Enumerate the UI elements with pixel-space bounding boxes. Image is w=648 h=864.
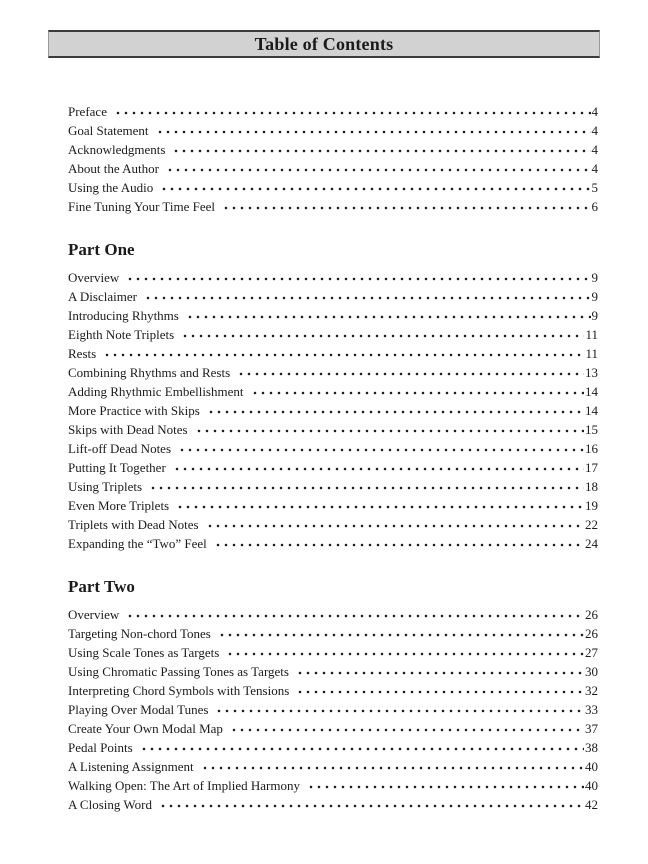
dot-leader	[164, 159, 591, 173]
toc-entry-page: 40	[585, 777, 598, 793]
toc-entry-label: Skips with Dead Notes	[68, 421, 188, 437]
toc-entry-label: A Disclaimer	[68, 288, 137, 304]
toc-entry	[68, 605, 598, 624]
toc-entry	[68, 140, 598, 159]
toc-entry-label: Using Chromatic Passing Tones as Targets	[68, 663, 289, 679]
toc-entry-page: 4	[591, 103, 598, 119]
toc-entry	[68, 515, 598, 534]
toc-entry-label: Adding Rhythmic Embellishment	[68, 383, 244, 399]
toc-entry	[68, 344, 598, 363]
toc-entry-page: 4	[591, 122, 598, 138]
toc-entry-page: 26	[585, 606, 598, 622]
toc-entry-label: Playing Over Modal Tunes	[68, 701, 209, 717]
toc-body	[0, 58, 648, 814]
dot-leader	[124, 268, 590, 282]
toc-entry-page: 4	[591, 141, 598, 157]
toc-entry-page: 24	[585, 535, 598, 551]
dot-leader	[170, 140, 590, 154]
dot-leader	[205, 401, 584, 415]
dot-leader	[228, 719, 584, 733]
toc-entry-label: Preface	[68, 103, 107, 119]
toc-entry	[68, 534, 598, 553]
toc-entry-label: Goal Statement	[68, 122, 149, 138]
toc-entry-page: 37	[585, 720, 598, 736]
dot-leader	[158, 178, 590, 192]
toc-entry	[68, 102, 598, 121]
toc-entry-page: 22	[585, 516, 598, 532]
dot-leader	[235, 363, 584, 377]
part-one-section	[68, 240, 598, 553]
toc-entry-label: Eighth Note Triplets	[68, 326, 175, 342]
toc-entry-label: About the Author	[68, 160, 159, 176]
part-one-heading: Part One	[68, 240, 135, 259]
page-title: Table of Contents	[254, 33, 394, 54]
toc-entry-page: 15	[585, 421, 598, 437]
toc-entry	[68, 420, 598, 439]
toc-entry-page: 11	[585, 345, 598, 361]
toc-entry-label: Even More Triplets	[68, 497, 170, 513]
dot-leader	[138, 738, 584, 752]
toc-entry-page: 14	[585, 402, 598, 418]
toc-entry	[68, 178, 598, 197]
toc-entry-page: 40	[585, 758, 598, 774]
toc-entry-page: 16	[585, 440, 598, 456]
dot-leader	[154, 121, 591, 135]
toc-entry-label: Using Triplets	[68, 478, 143, 494]
part-two-heading: Part Two	[68, 577, 135, 596]
toc-entry-label: Using the Audio	[68, 179, 154, 195]
toc-entry	[68, 287, 598, 306]
toc-entry-page: 33	[585, 701, 598, 717]
dot-leader	[112, 102, 591, 116]
toc-entry-label: Fine Tuning Your Time Feel	[68, 198, 216, 214]
toc-entry	[68, 382, 598, 401]
toc-entry-page: 11	[585, 326, 598, 342]
toc-entry-label: A Listening Assignment	[68, 758, 194, 774]
page-title-bar	[48, 30, 600, 58]
toc-entry	[68, 306, 598, 325]
toc-entry-page: 30	[585, 663, 598, 679]
toc-entry-label: Interpreting Chord Symbols with Tensions	[68, 682, 290, 698]
part-two-section	[68, 577, 598, 814]
toc-entry	[68, 477, 598, 496]
toc-entry	[68, 776, 598, 795]
toc-entry-label: Putting It Together	[68, 459, 166, 475]
toc-entry-page: 6	[591, 198, 598, 214]
front-matter-list	[68, 102, 598, 216]
dot-leader	[305, 776, 584, 790]
toc-entry	[68, 458, 598, 477]
toc-entry	[68, 121, 598, 140]
dot-leader	[213, 700, 584, 714]
dot-leader	[199, 757, 584, 771]
dot-leader	[216, 624, 584, 638]
toc-entry-page: 42	[585, 796, 598, 812]
dot-leader	[142, 287, 591, 301]
toc-entry-label: Overview	[68, 606, 120, 622]
toc-entry	[68, 738, 598, 757]
toc-entry-label: A Closing Word	[68, 796, 152, 812]
toc-entry	[68, 363, 598, 382]
toc-entry-page: 18	[585, 478, 598, 494]
toc-entry-label: Expanding the “Two” Feel	[68, 535, 207, 551]
dot-leader	[101, 344, 584, 358]
dot-leader	[212, 534, 584, 548]
toc-entry-label: Using Scale Tones as Targets	[68, 644, 220, 660]
toc-entry	[68, 681, 598, 700]
toc-entry	[68, 496, 598, 515]
dot-leader	[224, 643, 584, 657]
toc-entry	[68, 700, 598, 719]
part-two-list	[68, 605, 598, 814]
dot-leader	[204, 515, 584, 529]
toc-entry	[68, 795, 598, 814]
toc-entry	[68, 159, 598, 178]
toc-entry-label: Triplets with Dead Notes	[68, 516, 199, 532]
dot-leader	[193, 420, 584, 434]
toc-entry-page: 27	[585, 644, 598, 660]
toc-entry	[68, 439, 598, 458]
dot-leader	[184, 306, 591, 320]
dot-leader	[249, 382, 585, 396]
toc-entry-page: 9	[591, 269, 598, 285]
toc-entry-label: Combining Rhythms and Rests	[68, 364, 231, 380]
toc-entry	[68, 197, 598, 216]
toc-entry-label: Targeting Non-chord Tones	[68, 625, 211, 641]
dot-leader	[124, 605, 584, 619]
toc-entry-label: Walking Open: The Art of Implied Harmony	[68, 777, 300, 793]
toc-entry	[68, 325, 598, 344]
toc-entry-page: 13	[585, 364, 598, 380]
toc-entry-label: Lift-off Dead Notes	[68, 440, 172, 456]
toc-entry-page: 19	[585, 497, 598, 513]
toc-entry-label: Overview	[68, 269, 120, 285]
dot-leader	[157, 795, 584, 809]
toc-entry-label: Rests	[68, 345, 97, 361]
toc-entry	[68, 268, 598, 287]
toc-entry-page: 4	[591, 160, 598, 176]
toc-entry-page: 14	[585, 383, 598, 399]
toc-entry	[68, 624, 598, 643]
dot-leader	[220, 197, 590, 211]
toc-entry-label: Create Your Own Modal Map	[68, 720, 223, 736]
dot-leader	[176, 439, 584, 453]
toc-entry	[68, 643, 598, 662]
toc-entry-page: 9	[591, 288, 598, 304]
toc-entry-label: More Practice with Skips	[68, 402, 200, 418]
toc-entry-page: 9	[591, 307, 598, 323]
toc-entry-label: Introducing Rhythms	[68, 307, 179, 323]
dot-leader	[174, 496, 584, 510]
toc-entry	[68, 662, 598, 681]
toc-entry	[68, 719, 598, 738]
part-one-list	[68, 268, 598, 553]
toc-entry	[68, 757, 598, 776]
dot-leader	[171, 458, 584, 472]
toc-entry	[68, 401, 598, 420]
toc-entry-page: 32	[585, 682, 598, 698]
dot-leader	[179, 325, 584, 339]
toc-entry-page: 5	[591, 179, 598, 195]
toc-entry-label: Acknowledgments	[68, 141, 166, 157]
dot-leader	[147, 477, 584, 491]
toc-entry-page: 38	[585, 739, 598, 755]
toc-entry-page: 26	[585, 625, 598, 641]
toc-entry-label: Pedal Points	[68, 739, 133, 755]
toc-entry-page: 17	[585, 459, 598, 475]
dot-leader	[294, 681, 584, 695]
dot-leader	[294, 662, 584, 676]
